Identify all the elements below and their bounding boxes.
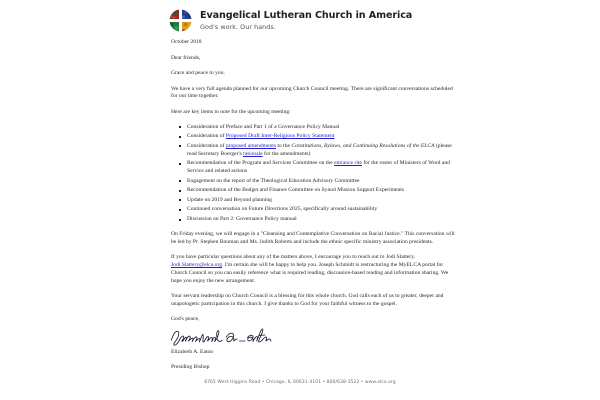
letter-date: October 2018: [171, 39, 202, 45]
inline-link[interactable]: Jodi.Slattery@elca.org: [171, 262, 223, 269]
agenda-list-item: [187, 124, 457, 132]
letter-salutation: Dear friends,: [171, 54, 201, 61]
page-footer: [0, 380, 600, 385]
inline-text: . I'm certain she will be happy to help you. Joseph Schmidt is restructuring the MyELCA portal for Church Council so you can easily reference what is required reading, discussion-based reading and information sharing. We hope you enjoy the new arrangement.: [171, 262, 449, 285]
agenda-list-item: [187, 160, 457, 176]
agenda-list-item: [187, 143, 457, 159]
agenda-list: [171, 124, 457, 224]
inline-text: for the roster of Ministers of Word and Service and related actions: [187, 160, 450, 175]
inline-italic-title: Constitutions, Bylaws, and Continuing Resolutions of the ELCA: [291, 142, 435, 149]
inline-text: Recommendation of the Budget and Finance Committee on Synod Mission Support Experiments: [187, 187, 405, 194]
letter-greeting: Grace and peace to you.: [171, 70, 225, 77]
letter-intro-paragraph: We have a very full agenda planned for our upcoming Church Council meeting. There are significant conversations scheduled for our time together.: [171, 85, 453, 100]
organization-name: Evangelical Lutheran Church in America: [200, 10, 413, 21]
inline-text: Recommendation of the Program and Services Committee on the: [187, 160, 335, 167]
agenda-list-item: [187, 206, 457, 214]
inline-text: Consideration of: [187, 133, 226, 140]
letter-body: [171, 39, 457, 380]
inline-link[interactable]: entrance rite: [334, 160, 362, 167]
inline-text: Consideration of Preface and Part 1 of a Governance Policy Manual: [187, 123, 340, 130]
agenda-list-item: [187, 216, 457, 224]
inline-link[interactable]: Proposed Draft Inter-Religious Policy Statement: [225, 133, 335, 140]
agenda-list-item: [187, 178, 457, 186]
inline-link[interactable]: rationale: [243, 150, 263, 157]
signer-name: Elizabeth A. Eaton: [171, 349, 214, 356]
inline-text: Update on 2019 and Beyond planning: [187, 196, 272, 203]
footer-address-line: 8765 West Higgins Road • Chicago, IL 60631-4101 • 800/638-3522 • www.elca.org: [204, 380, 396, 385]
agenda-list-lead: Here are key items to note for the upcoming meeting:: [171, 108, 291, 115]
friday-evening-paragraph: On Friday evening, we will engage in a "Cleansing and Contemplative Conversation on Racial Justice." This conversation will be led by Pr. Stephen Bouman and Ms. Judith Roberts and include the ethnic specific ministry association presidents.: [171, 231, 455, 246]
inline-text: Discussion on Part 2: Governance Policy manual: [187, 215, 297, 222]
organization-tagline: God's work. Our hands.: [200, 22, 276, 31]
signer-title: Presiding Bishop: [171, 364, 210, 371]
questions-paragraph: [171, 254, 457, 286]
inline-text: Continued conversation on Future Directions 2025, specifically around sustainability: [187, 206, 378, 213]
closing-paragraph: Your servant leadership on Church Council is a blessing for this whole church. God calls each of us to greater, deeper and unapologetic participation in this church. I give thanks to God for your faithful witness to the gospel.: [171, 293, 444, 308]
valediction: God's peace,: [171, 316, 200, 323]
inline-text: Consideration of: [187, 142, 226, 149]
signature-block: [171, 326, 457, 372]
organization-identity: [200, 11, 412, 30]
inline-text: for the amendments): [262, 150, 311, 157]
inline-text: If you have particular questions about any of the matters above, I encourage you to reach out to Jodi Slattery,: [171, 254, 415, 261]
inline-text: Engagement on the report of the Theological Education Advisory Committee: [187, 177, 360, 184]
letterhead: [168, 8, 412, 33]
agenda-list-item: [187, 133, 457, 141]
inline-link[interactable]: proposed amendments: [225, 142, 277, 149]
handwritten-signature-image: [169, 326, 273, 348]
agenda-list-item: [187, 197, 457, 205]
inline-text: to the: [276, 142, 292, 149]
inline-text: (please read Secretary Boerger's: [187, 142, 452, 157]
elca-cross-globe-logo-icon: [168, 8, 193, 33]
agenda-list-item: [187, 187, 457, 195]
